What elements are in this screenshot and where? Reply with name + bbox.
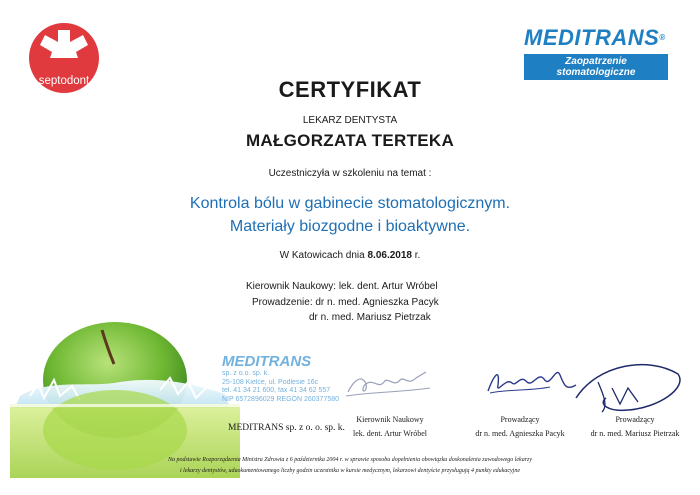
signature-pacyk <box>480 355 580 405</box>
staff-block <box>246 279 506 326</box>
signature-name-lecturer-2: dr n. med. Mariusz Pietrzak <box>590 429 680 438</box>
signature-pietrzak <box>568 358 688 418</box>
registered-mark: ® <box>659 33 666 42</box>
lecturers-row <box>246 295 506 311</box>
septodont-wordmark: septodont <box>38 75 90 87</box>
training-topic <box>0 192 700 238</box>
lecturer-2-row <box>246 310 506 326</box>
meditrans-logo <box>524 26 674 80</box>
legal-footnote <box>0 455 700 477</box>
participant-role: LEKARZ DENTYSTA <box>302 115 398 126</box>
participation-statement: Uczestniczyła w szkoleniu na temat : <box>268 168 432 179</box>
signature-wrobel <box>342 362 432 402</box>
signature-caption-lecturer-2 <box>580 413 690 441</box>
training-topic-line2: Materiały biozgodne i bioaktywne. <box>229 218 471 235</box>
address-company-line: sp. z o.o. sp. k. <box>222 370 270 377</box>
signature-role-lecturer-2: Prowadzący <box>615 415 655 424</box>
training-topic-line1: Kontrola bólu w gabinecie stomatologicznym. <box>189 195 511 212</box>
meditrans-address-wordmark: MEDITRANS <box>222 353 312 370</box>
issue-date: 8.06.2018 <box>367 250 412 261</box>
address-street-line: 25-108 Kielce, ul. Podlesie 16c <box>222 378 319 386</box>
issuer-company: MEDITRANS sp. z o. o. sp. k. <box>228 423 345 433</box>
scientific-head-label: Kierownik Naukowy: <box>246 281 337 292</box>
address-phone-line: tel. 41 34 21 600, fax 41 34 62 557 <box>222 387 331 394</box>
signature-name-lecturer-1: dr n. med. Agnieszka Pacyk <box>475 429 565 438</box>
date-prefix: W Katowicach dnia <box>279 250 365 261</box>
lecturer-2-name: dr n. med. Mariusz Pietrzak <box>309 312 431 323</box>
meditrans-wordmark <box>524 26 674 50</box>
meditrans-tagline: Zaopatrzenie stomatologiczne <box>524 54 668 80</box>
signature-caption-head <box>345 413 435 441</box>
issue-date-line <box>0 250 700 261</box>
lecturers-label: Prowadzenie: <box>252 296 313 308</box>
participant-name: MAŁGORZATA TERTEKA <box>245 131 455 150</box>
legal-footnote-line2: i lekarzy dentystów, uduokumentowanego liczby godzin uczestnika w kursie medycznym, lekarzowi dentyście przysługują 4 punkty edukacyjne <box>180 468 520 474</box>
meditrans-wordmark-text: MEDITRANS <box>524 25 660 50</box>
signature-caption-lecturer-1 <box>465 413 575 441</box>
apple-splash-illustration <box>10 318 240 478</box>
signature-role-lecturer-1: Prowadzący <box>500 415 540 424</box>
lecturer-1-name: dr n. med. Agnieszka Pacyk <box>315 296 439 308</box>
meditrans-address-block <box>222 353 347 404</box>
certificate-title: CERTYFIKAT <box>278 77 422 102</box>
legal-footnote-line1: Na podstawie Rozporządzenia Ministra Zdrowia z 6 października 2004 r. w sprawie sposobu dopełnienia obowiązku doskonalenia zawodowego lekarzy <box>167 457 533 463</box>
scientific-head-row <box>246 279 506 295</box>
scientific-head-name: lek. dent. Artur Wróbel <box>338 281 438 292</box>
signature-name-head: lek. dent. Artur Wróbel <box>353 429 427 438</box>
signature-role-head: Kierownik Naukowy <box>356 415 424 424</box>
date-suffix: r. <box>414 250 421 261</box>
address-tax-line: NIP 6572896029 REGON 260377580 <box>222 395 340 403</box>
